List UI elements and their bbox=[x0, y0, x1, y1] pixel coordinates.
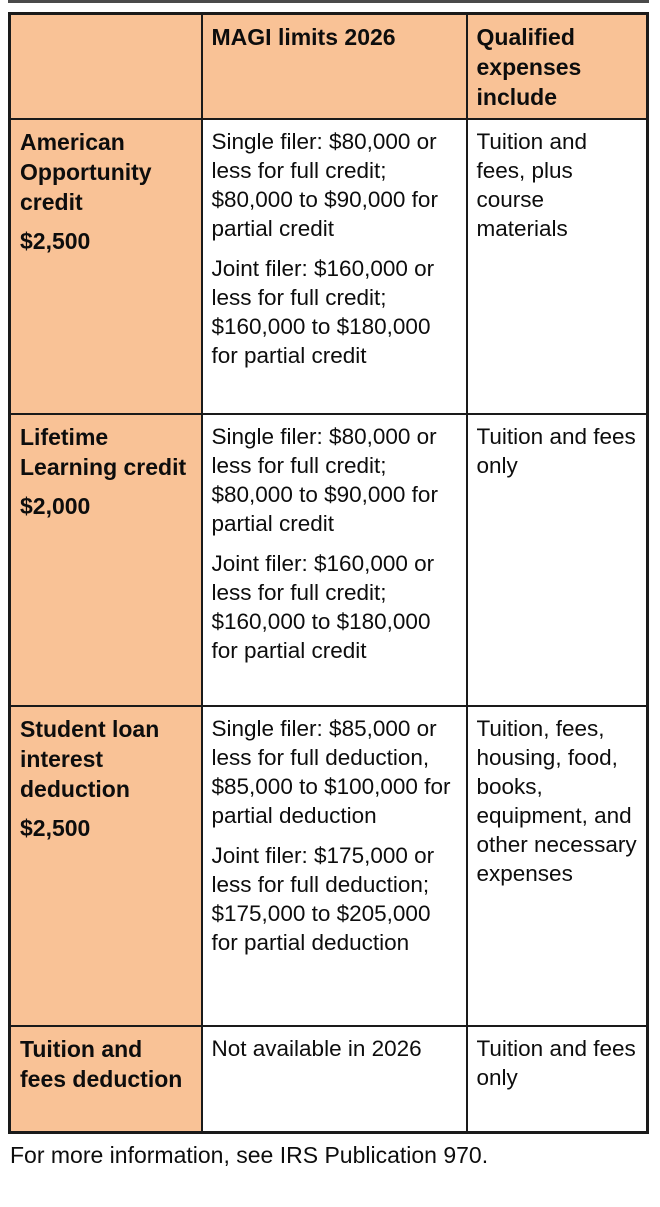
footer-note: For more information, see IRS Publication 970. bbox=[10, 1142, 489, 1168]
table-row-student-loan-interest bbox=[10, 706, 648, 1026]
row-label-cell bbox=[10, 119, 202, 414]
magi-joint-filer: Joint filer: $175,000 or less for full deduction; $175,000 to $205,000 for partial deduction bbox=[211, 843, 435, 955]
table-header-row bbox=[10, 14, 648, 120]
expenses-cell: Tuition and fees only bbox=[467, 414, 648, 706]
table-row-american-opportunity bbox=[10, 119, 648, 414]
cropped-edge-artifact bbox=[8, 0, 649, 3]
magi-single-filer: Single filer: $80,000 or less for full credit; $80,000 to $90,000 for partial credit bbox=[211, 424, 438, 536]
row-label-cell bbox=[10, 414, 202, 706]
expenses-cell: Tuition, fees, housing, food, books, equipment, and other necessary expenses bbox=[467, 706, 648, 1026]
header-cell-qualified-expenses: Qualified expenses include bbox=[467, 14, 648, 120]
magi-cell bbox=[202, 414, 467, 706]
magi-single-filer: Single filer: $85,000 or less for full deduction, $85,000 to $100,000 for partial deduction bbox=[211, 716, 451, 828]
program-amount: $2,000 bbox=[20, 493, 91, 519]
expenses-cell: Tuition and fees only bbox=[467, 1026, 648, 1132]
program-name: American Opportunity credit bbox=[20, 129, 152, 215]
program-amount: $2,500 bbox=[20, 228, 91, 254]
table-row-tuition-fees-deduction bbox=[10, 1026, 648, 1132]
header-cell-magi-limits: MAGI limits 2026 bbox=[202, 14, 467, 120]
magi-availability: Not available in 2026 bbox=[211, 1036, 422, 1061]
program-name: Lifetime Learning credit bbox=[20, 424, 187, 480]
magi-cell bbox=[202, 1026, 467, 1132]
magi-joint-filer: Joint filer: $160,000 or less for full credit; $160,000 to $180,000 for partial credit bbox=[211, 256, 435, 368]
header-cell-program bbox=[10, 14, 202, 120]
magi-cell bbox=[202, 119, 467, 414]
magi-single-filer: Single filer: $80,000 or less for full credit; $80,000 to $90,000 for partial credit bbox=[211, 129, 438, 241]
row-label-cell bbox=[10, 706, 202, 1026]
table-row-lifetime-learning bbox=[10, 414, 648, 706]
row-label-cell bbox=[10, 1026, 202, 1132]
program-name: Tuition and fees deduction bbox=[20, 1036, 183, 1092]
education-tax-benefits-table bbox=[8, 12, 649, 1134]
expenses-cell: Tuition and fees, plus course materials bbox=[467, 119, 648, 414]
magi-joint-filer: Joint filer: $160,000 or less for full credit; $160,000 to $180,000 for partial credit bbox=[211, 551, 435, 663]
program-amount: $2,500 bbox=[20, 815, 91, 841]
magi-cell bbox=[202, 706, 467, 1026]
program-name: Student loan interest deduction bbox=[20, 716, 160, 802]
